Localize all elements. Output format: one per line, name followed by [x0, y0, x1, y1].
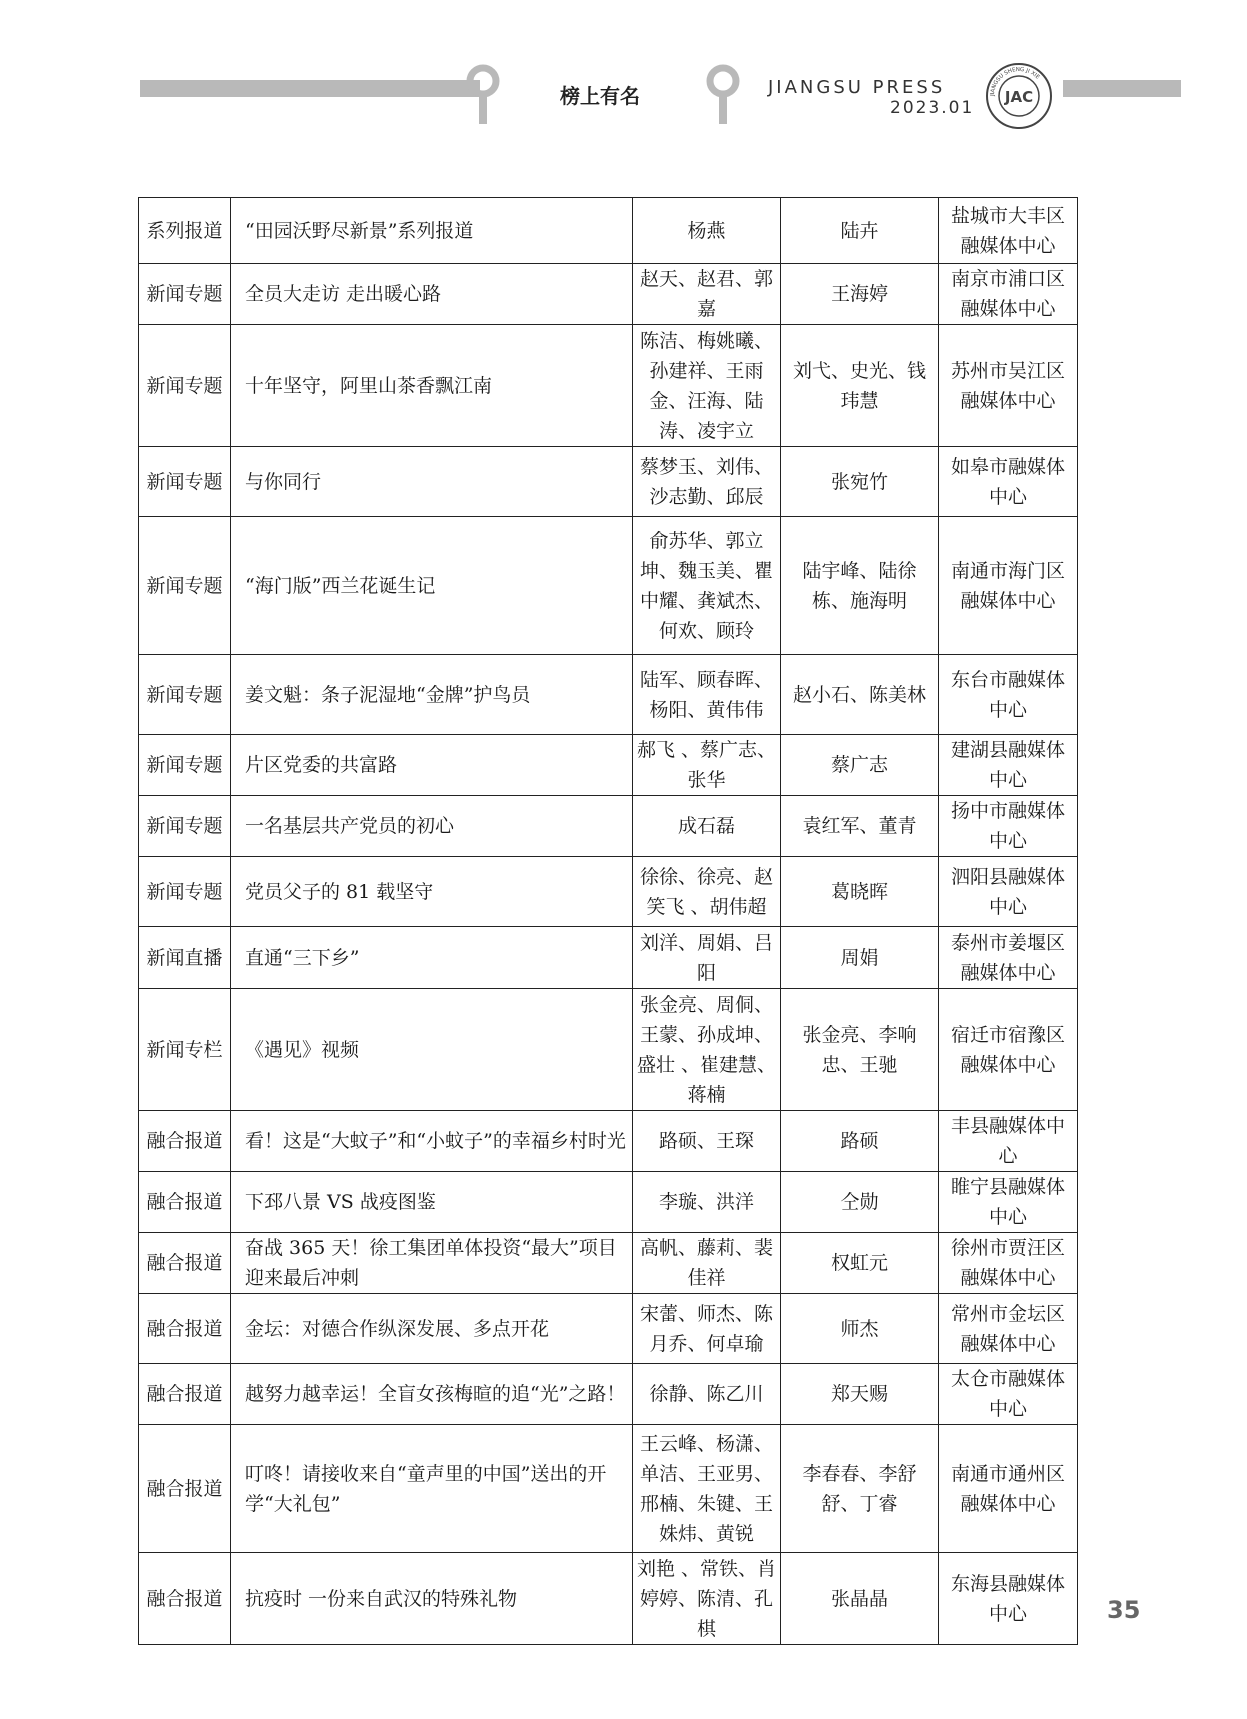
title-cell: 奋战 365 天！徐工集团单体投资“最大”项目迎来最后冲刺 — [231, 1233, 633, 1294]
title-cell: 越努力越幸运！全盲女孩梅暄的追“光”之路！ — [231, 1364, 633, 1425]
unit-cell: 睢宁县融媒体中心 — [939, 1172, 1078, 1233]
authors-cell: 宋蕾、师杰、陈月乔、何卓瑜 — [633, 1294, 781, 1364]
editors-cell: 赵小石、陈美林 — [781, 655, 939, 735]
category-cell: 融合报道 — [139, 1233, 231, 1294]
unit-cell: 丰县融媒体中心 — [939, 1111, 1078, 1172]
unit-cell: 东台市融媒体中心 — [939, 655, 1078, 735]
table-row — [139, 1294, 1078, 1364]
category-cell: 融合报道 — [139, 1172, 231, 1233]
section-title: 榜上有名 — [560, 84, 640, 108]
issue-number: 2023.01 — [890, 98, 975, 118]
unit-cell: 太仓市融媒体中心 — [939, 1364, 1078, 1425]
table-row — [139, 796, 1078, 857]
title-cell: 叮咚！请接收来自“童声里的中国”送出的开学“大礼包” — [231, 1425, 633, 1553]
association-seal-icon — [985, 62, 1053, 130]
title-cell: 与你同行 — [231, 447, 633, 517]
editors-cell: 陆宇峰、陆徐栋、施海明 — [781, 517, 939, 655]
header-bar-left — [140, 80, 480, 97]
editors-cell: 周娟 — [781, 927, 939, 989]
category-cell: 新闻专题 — [139, 655, 231, 735]
unit-cell: 扬中市融媒体中心 — [939, 796, 1078, 857]
authors-cell: 徐静、陈乙川 — [633, 1364, 781, 1425]
table-row — [139, 1172, 1078, 1233]
category-cell: 融合报道 — [139, 1425, 231, 1553]
unit-cell: 苏州市吴江区融媒体中心 — [939, 325, 1078, 447]
title-cell: 直通“三下乡” — [231, 927, 633, 989]
category-cell: 新闻专题 — [139, 264, 231, 325]
unit-cell: 南通市通州区融媒体中心 — [939, 1425, 1078, 1553]
editors-cell: 郑天赐 — [781, 1364, 939, 1425]
title-cell: 片区党委的共富路 — [231, 735, 633, 796]
category-cell: 系列报道 — [139, 198, 231, 264]
unit-cell: 徐州市贾汪区融媒体中心 — [939, 1233, 1078, 1294]
table-row — [139, 1233, 1078, 1294]
title-cell: 金坛：对德合作纵深发展、多点开花 — [231, 1294, 633, 1364]
authors-cell: 刘洋、周娟、吕阳 — [633, 927, 781, 989]
table-row — [139, 1364, 1078, 1425]
authors-cell: 成石磊 — [633, 796, 781, 857]
table-row — [139, 989, 1078, 1111]
seal-letters: JAC — [1004, 88, 1034, 106]
editors-cell: 葛晓晖 — [781, 857, 939, 927]
category-cell: 新闻直播 — [139, 927, 231, 989]
editors-cell: 王海婷 — [781, 264, 939, 325]
title-cell: 党员父子的 81 载坚守 — [231, 857, 633, 927]
pin-icon-right — [703, 64, 743, 126]
authors-cell: 赵天、赵君、郭嘉 — [633, 264, 781, 325]
title-cell: 姜文魁：条子泥湿地“金牌”护鸟员 — [231, 655, 633, 735]
title-cell: “海门版”西兰花诞生记 — [231, 517, 633, 655]
header-bar-right — [1063, 80, 1181, 97]
authors-cell: 郝飞 、蔡广志、张华 — [633, 735, 781, 796]
pin-icon-left — [463, 64, 503, 126]
unit-cell: 泰州市姜堰区融媒体中心 — [939, 927, 1078, 989]
category-cell: 新闻专题 — [139, 796, 231, 857]
category-cell: 新闻专题 — [139, 857, 231, 927]
table-row — [139, 1111, 1078, 1172]
title-cell: 看！这是“大蚊子”和“小蚊子”的幸福乡村时光 — [231, 1111, 633, 1172]
authors-cell: 蔡梦玉、刘伟、沙志勤、邱辰 — [633, 447, 781, 517]
unit-cell: 泗阳县融媒体中心 — [939, 857, 1078, 927]
table-row — [139, 447, 1078, 517]
editors-cell: 张宛竹 — [781, 447, 939, 517]
authors-cell: 高帆、藤莉、裴佳祥 — [633, 1233, 781, 1294]
editors-cell: 袁红军、董青 — [781, 796, 939, 857]
title-cell: 《遇见》视频 — [231, 989, 633, 1111]
authors-cell: 杨燕 — [633, 198, 781, 264]
table-row — [139, 735, 1078, 796]
authors-cell: 俞苏华、郭立坤、魏玉美、瞿中耀、龚斌杰、何欢、顾玲 — [633, 517, 781, 655]
category-cell: 融合报道 — [139, 1294, 231, 1364]
authors-cell: 李璇、洪洋 — [633, 1172, 781, 1233]
editors-cell: 权虹元 — [781, 1233, 939, 1294]
category-cell: 融合报道 — [139, 1364, 231, 1425]
table-row — [139, 325, 1078, 447]
authors-cell: 陈洁、梅姚曦、孙建祥、王雨金、汪海、陆涛、凌宇立 — [633, 325, 781, 447]
editors-cell: 刘弋、史光、钱玮慧 — [781, 325, 939, 447]
authors-cell: 陆军、顾春晖、杨阳、黄伟伟 — [633, 655, 781, 735]
authors-cell: 徐徐、徐亮、赵笑飞 、胡伟超 — [633, 857, 781, 927]
unit-cell: 东海县融媒体中心 — [939, 1553, 1078, 1645]
editors-cell: 仝勋 — [781, 1172, 939, 1233]
unit-cell: 盐城市大丰区融媒体中心 — [939, 198, 1078, 264]
table-row — [139, 927, 1078, 989]
category-cell: 新闻专题 — [139, 517, 231, 655]
press-name: JIANGSU PRESS — [768, 77, 946, 98]
table-row — [139, 1425, 1078, 1553]
editors-cell: 师杰 — [781, 1294, 939, 1364]
awards-table — [138, 197, 1078, 1645]
unit-cell: 建湖县融媒体中心 — [939, 735, 1078, 796]
unit-cell: 南京市浦口区融媒体中心 — [939, 264, 1078, 325]
table-row — [139, 264, 1078, 325]
category-cell: 新闻专题 — [139, 325, 231, 447]
editors-cell: 张金亮、李响忠、王驰 — [781, 989, 939, 1111]
category-cell: 新闻专题 — [139, 447, 231, 517]
authors-cell: 路硕、王琛 — [633, 1111, 781, 1172]
title-cell: “田园沃野尽新景”系列报道 — [231, 198, 633, 264]
table-row — [139, 857, 1078, 927]
category-cell: 新闻专栏 — [139, 989, 231, 1111]
editors-cell: 陆卉 — [781, 198, 939, 264]
editors-cell: 张晶晶 — [781, 1553, 939, 1645]
title-cell: 全员大走访 走出暖心路 — [231, 264, 633, 325]
table-row — [139, 655, 1078, 735]
editors-cell: 李春春、李舒舒、丁睿 — [781, 1425, 939, 1553]
authors-cell: 张金亮、周侗、王蒙、孙成坤、盛壮 、崔建慧、蒋楠 — [633, 989, 781, 1111]
table-row — [139, 1553, 1078, 1645]
unit-cell: 常州市金坛区融媒体中心 — [939, 1294, 1078, 1364]
editors-cell: 蔡广志 — [781, 735, 939, 796]
title-cell: 抗疫时 一份来自武汉的特殊礼物 — [231, 1553, 633, 1645]
title-cell: 一名基层共产党员的初心 — [231, 796, 633, 857]
title-cell: 下邳八景 VS 战疫图鉴 — [231, 1172, 633, 1233]
page-number: 35 — [1107, 1596, 1141, 1624]
editors-cell: 路硕 — [781, 1111, 939, 1172]
unit-cell: 如皋市融媒体中心 — [939, 447, 1078, 517]
category-cell: 融合报道 — [139, 1111, 231, 1172]
category-cell: 融合报道 — [139, 1553, 231, 1645]
seal-text: JIANGSU SHENG JI XIE — [989, 66, 1041, 97]
category-cell: 新闻专题 — [139, 735, 231, 796]
table-row — [139, 517, 1078, 655]
table-row — [139, 198, 1078, 264]
authors-cell: 刘艳 、常铁、肖婷婷、陈清、孔棋 — [633, 1553, 781, 1645]
authors-cell: 王云峰、杨潇、单洁、王亚男、邢楠、朱键、王姝炜、黄锐 — [633, 1425, 781, 1553]
unit-cell: 宿迁市宿豫区融媒体中心 — [939, 989, 1078, 1111]
unit-cell: 南通市海门区融媒体中心 — [939, 517, 1078, 655]
title-cell: 十年坚守，阿里山茶香飘江南 — [231, 325, 633, 447]
